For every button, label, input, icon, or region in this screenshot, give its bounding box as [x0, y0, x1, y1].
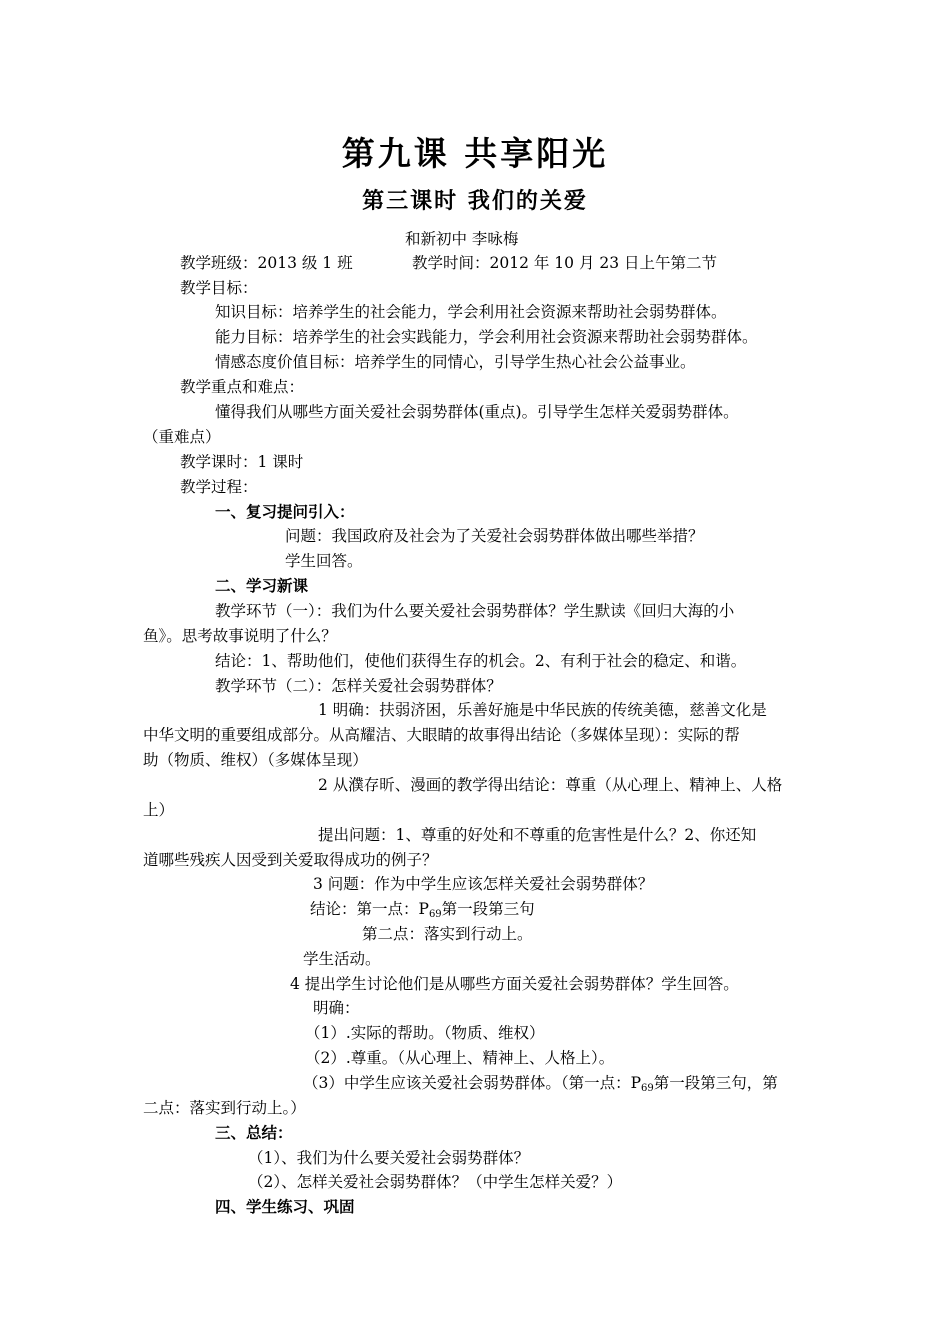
link-1-line-1: 教学环节（一）：我们为什么要关爱社会弱势群体？学生默读《回归大海的小	[215, 602, 735, 620]
section-1-answer: 学生回答。	[285, 552, 363, 570]
key-heading: 教学重点和难点：	[180, 378, 305, 396]
section-4-heading: 四、学生练习、巩固	[215, 1197, 355, 1216]
question-line-2: 道哪些残疾人因受到关爱取得成功的例子？	[143, 851, 438, 869]
section-3-heading: 三、总结：	[215, 1123, 293, 1142]
clarify-item-3-text: （3）中学生应该关爱社会弱势群体。（第一点：P	[303, 1074, 642, 1092]
clarify-item-3	[303, 1071, 778, 1101]
key-line-2: （重难点）	[143, 428, 221, 446]
summary-item-2: （2）、怎样关爱社会弱势群体？（中学生怎样关爱？）	[248, 1173, 623, 1191]
student-activity: 学生活动。	[303, 950, 381, 968]
question-line-1: 提出问题：1、尊重的好处和不尊重的危害性是什么？2、你还知	[318, 826, 757, 844]
point-3-conclusion-2: 第二点：落实到行动上。	[362, 925, 533, 943]
goal-attitude: 情感态度价值目标：培养学生的同情心，引导学生热心社会公益事业。	[215, 353, 696, 371]
link-1-line-2: 鱼》。思考故事说明了什么？	[143, 627, 337, 645]
hours-line: 教学课时：1 课时	[180, 453, 304, 471]
key-line-1: 懂得我们从哪些方面关爱社会弱势群体(重点)。引导学生怎样关爱弱势群体。	[215, 403, 739, 421]
goal-knowledge: 知识目标：培养学生的社会能力，学会利用社会资源来帮助社会弱势群体。	[215, 303, 727, 321]
point-3-conclusion-1-text: 结论：第一点：P	[310, 900, 429, 918]
summary-item-1: （1）、我们为什么要关爱社会弱势群体？	[248, 1149, 530, 1167]
section-2-heading: 二、学习新课	[215, 576, 309, 595]
page-number-subscript: 69	[428, 909, 442, 920]
clarify-item-3-rest: 第一段第三句，第	[653, 1074, 778, 1092]
point-3: 3 问题：作为中学生应该怎样关爱社会弱势群体？	[313, 875, 654, 893]
point-4: 4 提出学生讨论他们是从哪些方面关爱社会弱势群体？学生回答。	[290, 975, 739, 993]
goals-heading: 教学目标：	[180, 279, 258, 297]
section-1-question: 问题：我国政府及社会为了关爱社会弱势群体做出哪些举措？	[285, 527, 704, 545]
clarify-label: 明确：	[313, 999, 360, 1017]
point-3-conclusion-1-rest: 第一段第三句	[441, 900, 535, 918]
process-heading: 教学过程：	[180, 478, 258, 496]
time-info: 教学时间：2012 年 10 月 23 日上午第二节	[412, 254, 718, 272]
point-1-line-2: 中华文明的重要组成部分。从高耀洁、大眼睛的故事得出结论（多媒体呈现）：实际的帮	[143, 726, 740, 744]
link-2: 教学环节（二）：怎样关爱社会弱势群体？	[215, 677, 502, 695]
author-line: 和新初中 李咏梅	[405, 230, 519, 248]
clarify-item-2: （2）.尊重。（从心理上、精神上、人格上）。	[305, 1049, 615, 1067]
point-1-line-1: 1 明确：扶弱济困，乐善好施是中华民族的传统美德，慈善文化是	[318, 701, 767, 719]
conclusion-1: 结论：1、帮助他们，使他们获得生存的机会。2、有利于社会的稳定、和谐。	[215, 652, 747, 670]
section-1-heading: 一、复习提问引入：	[215, 502, 355, 521]
class-info: 教学班级：2013 级 1 班	[180, 254, 353, 272]
lesson-title: 第九课 共享阳光	[341, 134, 609, 173]
lesson-subtitle: 第三课时 我们的关爱	[362, 188, 588, 214]
clarify-item-1: （1）.实际的帮助。（物质、维权）	[305, 1024, 545, 1042]
point-2-line-2: 上）	[143, 801, 175, 819]
point-1-line-3: 助（物质、维权）（多媒体呈现）	[143, 751, 368, 769]
page-number-subscript-2: 69	[641, 1083, 654, 1094]
clarify-item-3-line-2: 二点：落实到行动上。）	[143, 1099, 306, 1117]
point-2-line-1: 2 从濮存昕、漫画的教学得出结论：尊重（从心理上、精神上、人格	[318, 776, 783, 794]
goal-ability: 能力目标：培养学生的社会实践能力，学会利用社会资源来帮助社会弱势群体。	[215, 328, 758, 346]
